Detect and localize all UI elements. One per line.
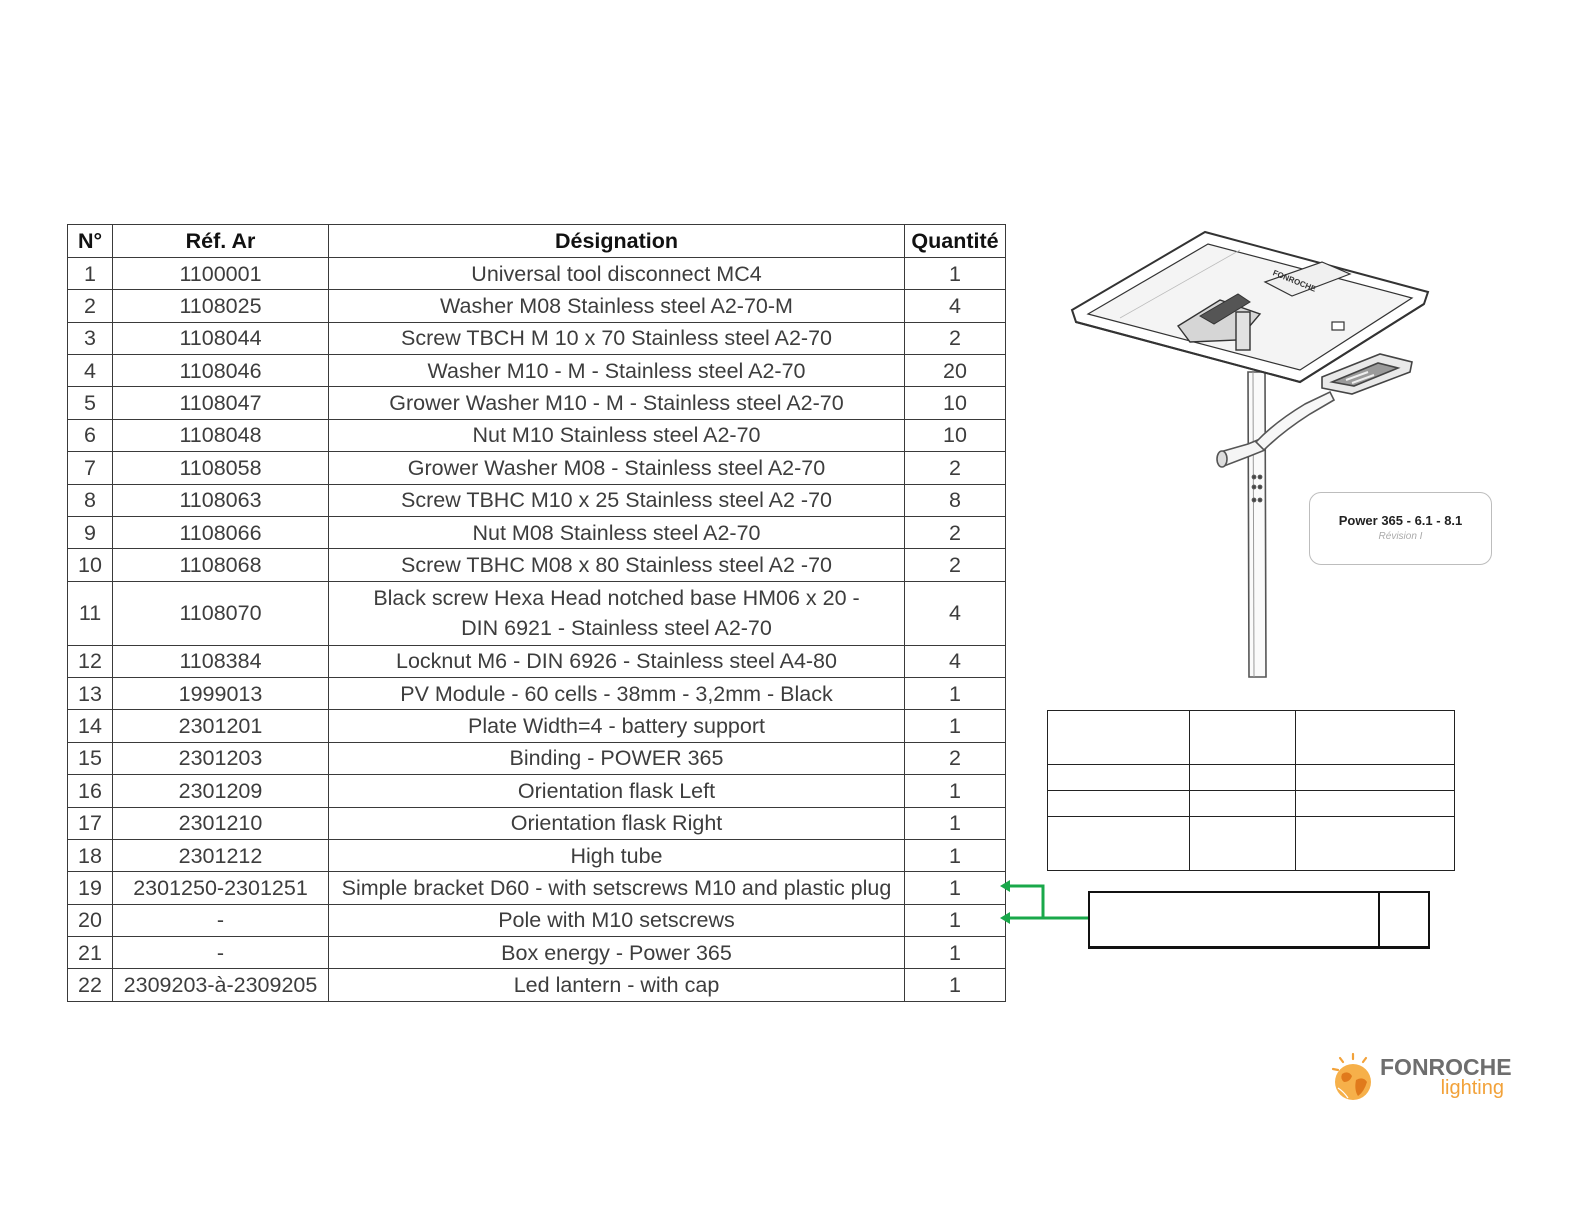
- header-designation: Désignation: [329, 225, 905, 258]
- row-number-cell: 13: [68, 678, 113, 710]
- quantity-cell: 1: [905, 807, 1006, 839]
- reference-cell: 1108068: [113, 549, 329, 581]
- quantity-cell: 4: [905, 290, 1006, 322]
- quantity-cell: 4: [905, 581, 1006, 645]
- title-block-cell: [1048, 765, 1190, 791]
- table-row: [68, 516, 1006, 548]
- quantity-cell: 1: [905, 904, 1006, 936]
- designation-cell: High tube: [329, 839, 905, 871]
- row-number-cell: 12: [68, 645, 113, 677]
- title-block-cell: [1296, 817, 1455, 871]
- designation-cell: Nut M08 Stainless steel A2-70: [329, 516, 905, 548]
- quantity-cell: 1: [905, 969, 1006, 1002]
- table-row: [68, 452, 1006, 484]
- table-row: [68, 355, 1006, 387]
- designation-cell: Washer M10 - M - Stainless steel A2-70: [329, 355, 905, 387]
- reference-cell: 1108384: [113, 645, 329, 677]
- reference-cell: 2301210: [113, 807, 329, 839]
- designation-cell: Washer M08 Stainless steel A2-70-M: [329, 290, 905, 322]
- header-quantity: Quantité: [905, 225, 1006, 258]
- title-block-cell: [1296, 765, 1455, 791]
- row-number-cell: 21: [68, 936, 113, 968]
- quantity-cell: 1: [905, 710, 1006, 742]
- lantern-arm: [1256, 392, 1334, 450]
- designation-cell: Locknut M6 - DIN 6926 - Stainless steel A4-80: [329, 645, 905, 677]
- table-row: [68, 872, 1006, 904]
- row-number-cell: 8: [68, 484, 113, 516]
- reference-cell: 1108048: [113, 419, 329, 451]
- annotation-box-divider: [1378, 893, 1380, 946]
- reference-cell: 1100001: [113, 258, 329, 290]
- table-row: [68, 322, 1006, 354]
- row-number-cell: 16: [68, 775, 113, 807]
- row-number-cell: 6: [68, 419, 113, 451]
- designation-cell: Pole with M10 setscrews: [329, 904, 905, 936]
- arrow-head-row-20: [1000, 912, 1010, 924]
- designation-cell: Black screw Hexa Head notched base HM06 x 20 - DIN 6921 - Stainless steel A2-70: [329, 581, 905, 645]
- title-block-row: [1048, 791, 1455, 817]
- table-row: [68, 936, 1006, 968]
- row-number-cell: 2: [68, 290, 113, 322]
- parts-table-body: [68, 258, 1006, 1002]
- reference-cell: 1108025: [113, 290, 329, 322]
- reference-cell: 1108063: [113, 484, 329, 516]
- quantity-cell: 8: [905, 484, 1006, 516]
- reference-cell: 2309203-à-2309205: [113, 969, 329, 1002]
- designation-cell: Simple bracket D60 - with setscrews M10 and plastic plug: [329, 872, 905, 904]
- table-row: [68, 904, 1006, 936]
- row-number-cell: 5: [68, 387, 113, 419]
- row-number-cell: 22: [68, 969, 113, 1002]
- table-row: [68, 581, 1006, 645]
- reference-cell: 2301250-2301251: [113, 872, 329, 904]
- title-block-cell: [1190, 791, 1296, 817]
- title-block-cell: [1296, 791, 1455, 817]
- table-row: [68, 258, 1006, 290]
- designation-cell: Screw TBHC M10 x 25 Stainless steel A2 -70: [329, 484, 905, 516]
- annotation-arrows: [995, 875, 1095, 935]
- quantity-cell: 2: [905, 742, 1006, 774]
- quantity-cell: 1: [905, 258, 1006, 290]
- table-row: [68, 742, 1006, 774]
- row-number-cell: 9: [68, 516, 113, 548]
- row-number-cell: 3: [68, 322, 113, 354]
- row-number-cell: 11: [68, 581, 113, 645]
- designation-cell: Orientation flask Right: [329, 807, 905, 839]
- row-number-cell: 10: [68, 549, 113, 581]
- reference-cell: 2301203: [113, 742, 329, 774]
- annotation-box: [1088, 891, 1430, 949]
- title-block-row: [1048, 765, 1455, 791]
- quantity-cell: 20: [905, 355, 1006, 387]
- logo-brand-text: FONROCHE: [1380, 1054, 1512, 1080]
- designation-cell: Led lantern - with cap: [329, 969, 905, 1002]
- title-block-row: [1048, 711, 1455, 765]
- designation-cell: Grower Washer M08 - Stainless steel A2-70: [329, 452, 905, 484]
- title-block-cell: [1190, 817, 1296, 871]
- title-block-row: [1048, 817, 1455, 871]
- table-row: [68, 419, 1006, 451]
- revision-title: Power 365 - 6.1 - 8.1: [1338, 513, 1463, 528]
- arrow-head-row-19: [1000, 880, 1010, 892]
- designation-cell: Nut M10 Stainless steel A2-70: [329, 419, 905, 451]
- quantity-cell: 1: [905, 936, 1006, 968]
- row-number-cell: 1: [68, 258, 113, 290]
- designation-cell: Box energy - Power 365: [329, 936, 905, 968]
- quantity-cell: 1: [905, 839, 1006, 871]
- reference-cell: 1999013: [113, 678, 329, 710]
- table-row: [68, 969, 1006, 1002]
- table-row: [68, 387, 1006, 419]
- table-row: [68, 710, 1006, 742]
- reference-cell: 1108070: [113, 581, 329, 645]
- designation-cell: Orientation flask Left: [329, 775, 905, 807]
- table-row: [68, 290, 1006, 322]
- designation-cell: Screw TBCH M 10 x 70 Stainless steel A2-70: [329, 322, 905, 354]
- quantity-cell: 10: [905, 387, 1006, 419]
- reference-cell: 1108066: [113, 516, 329, 548]
- title-block-cell: [1296, 711, 1455, 765]
- row-number-cell: 17: [68, 807, 113, 839]
- table-row: [68, 678, 1006, 710]
- table-row: [68, 484, 1006, 516]
- title-block-cell: [1048, 817, 1190, 871]
- table-row: [68, 645, 1006, 677]
- designation-cell: Plate Width=4 - battery support: [329, 710, 905, 742]
- quantity-cell: 2: [905, 322, 1006, 354]
- solar-street-light-drawing: [1060, 222, 1510, 682]
- title-block-cell: [1048, 711, 1190, 765]
- parts-list-table: [67, 224, 1006, 1002]
- quantity-cell: 10: [905, 419, 1006, 451]
- table-row: [68, 839, 1006, 871]
- row-number-cell: 18: [68, 839, 113, 871]
- reference-cell: 1108058: [113, 452, 329, 484]
- designation-cell: Universal tool disconnect MC4: [329, 258, 905, 290]
- globe-sun-icon: [1330, 1052, 1376, 1102]
- pole: [1248, 372, 1266, 677]
- table-row: [68, 549, 1006, 581]
- row-number-cell: 14: [68, 710, 113, 742]
- reference-cell: 1108044: [113, 322, 329, 354]
- designation-cell: Binding - POWER 365: [329, 742, 905, 774]
- row-number-cell: 4: [68, 355, 113, 387]
- quantity-cell: 2: [905, 549, 1006, 581]
- panel-brand-label: FONROCHE: [1271, 268, 1318, 294]
- row-number-cell: 7: [68, 452, 113, 484]
- fonroche-logo: [1330, 1050, 1510, 1106]
- reference-cell: -: [113, 936, 329, 968]
- table-row: [68, 807, 1006, 839]
- quantity-cell: 1: [905, 678, 1006, 710]
- reference-cell: 1108047: [113, 387, 329, 419]
- title-block-cell: [1048, 791, 1190, 817]
- title-block-cell: [1190, 765, 1296, 791]
- quantity-cell: 1: [905, 872, 1006, 904]
- reference-cell: 1108046: [113, 355, 329, 387]
- quantity-cell: 1: [905, 775, 1006, 807]
- table-header-row: [68, 225, 1006, 258]
- revision-subtitle: Révision I: [1378, 531, 1423, 542]
- arrow-connector: [1007, 886, 1088, 918]
- reference-cell: 2301209: [113, 775, 329, 807]
- row-number-cell: 20: [68, 904, 113, 936]
- header-reference: Réf. Ar: [113, 225, 329, 258]
- quantity-cell: 4: [905, 645, 1006, 677]
- reference-cell: -: [113, 904, 329, 936]
- header-number: N°: [68, 225, 113, 258]
- title-block-table: [1047, 710, 1455, 871]
- quantity-cell: 2: [905, 516, 1006, 548]
- row-number-cell: 15: [68, 742, 113, 774]
- row-number-cell: 19: [68, 872, 113, 904]
- designation-cell: Screw TBHC M08 x 80 Stainless steel A2 -70: [329, 549, 905, 581]
- title-block-cell: [1190, 711, 1296, 765]
- table-row: [68, 775, 1006, 807]
- reference-cell: 2301212: [113, 839, 329, 871]
- revision-label-box: [1309, 492, 1492, 565]
- designation-cell: PV Module - 60 cells - 38mm - 3,2mm - Black: [329, 678, 905, 710]
- logo-tagline-text: lighting: [1440, 1077, 1504, 1099]
- quantity-cell: 2: [905, 452, 1006, 484]
- designation-cell: Grower Washer M10 - M - Stainless steel A2-70: [329, 387, 905, 419]
- reference-cell: 2301201: [113, 710, 329, 742]
